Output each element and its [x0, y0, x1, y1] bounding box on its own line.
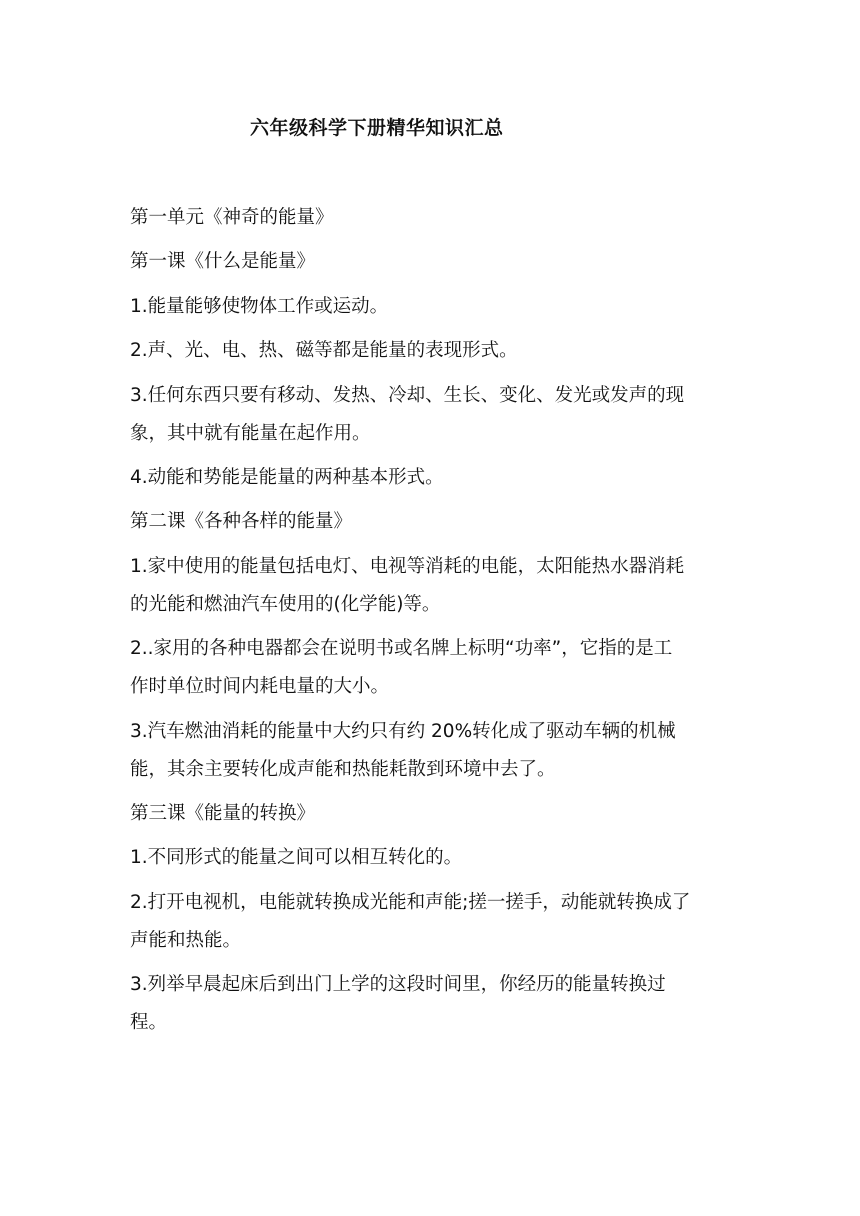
paragraph-line: 象，其中就有能量在起作用。: [130, 422, 371, 444]
paragraph-line: 1.不同形式的能量之间可以相互转化的。: [130, 847, 463, 869]
lesson-heading: 第一课《什么是能量》: [130, 251, 316, 273]
paragraph-line: 的光能和燃油汽车使用的(化学能)等。: [130, 593, 441, 615]
lesson-heading: 第二课《各种各样的能量》: [130, 511, 353, 533]
unit-heading: 第一单元《神奇的能量》: [130, 207, 334, 228]
paragraph-line: 1.能量能够使物体工作或运动。: [130, 295, 389, 317]
paragraph-line: 1.家中使用的能量包括电灯、电视等消耗的电能，太阳能热水器消耗: [130, 555, 685, 577]
lesson-heading: 第三课《能量的转换》: [130, 802, 316, 824]
paragraph-line: 作时单位时间内耗电量的大小。: [130, 676, 390, 698]
paragraph-line: 能，其余主要转化成声能和热能耗散到环境中去了。: [130, 758, 556, 780]
paragraph-line: 4.动能和势能是能量的两种基本形式。: [130, 466, 444, 488]
paragraph-line: 2..家用的各种电器都会在说明书或名牌上标明“功率”，它指的是工: [130, 638, 673, 660]
paragraph-line: 3.任何东西只要有移动、发热、冷却、生长、变化、发光或发声的现: [130, 384, 685, 406]
paragraph-line: 声能和热能。: [130, 929, 242, 951]
paragraph-line: 3.汽车燃油消耗的能量中大约只有约 20%转化成了驱动车辆的机械: [130, 720, 676, 742]
document-body: [130, 199, 740, 1048]
paragraph-line: 2.打开电视机，电能就转换成光能和声能;搓一搓手，动能就转换成了: [130, 891, 691, 913]
paragraph-line: 程。: [130, 1012, 168, 1034]
paragraph-line: 3.列举早晨起床后到出门上学的这段时间里，你经历的能量转换过: [130, 974, 666, 996]
document-title: 六年级科学下册精华知识汇总: [250, 117, 504, 139]
paragraph-line: 2.声、光、电、热、磁等都是能量的表现形式。: [130, 340, 518, 362]
